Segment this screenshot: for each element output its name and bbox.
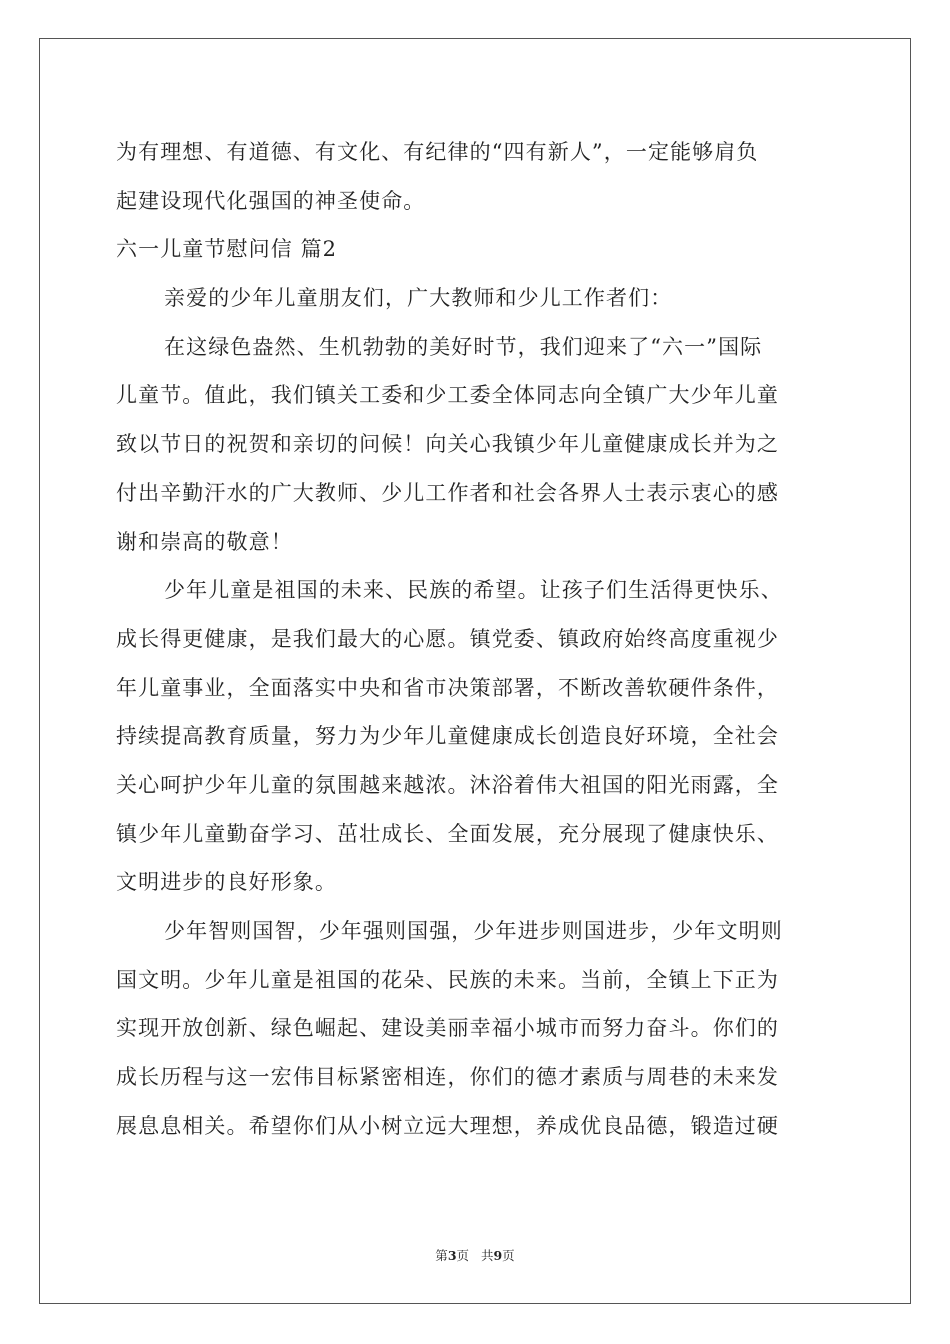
text-line: 持续提高教育质量，努力为少年儿童健康成长创造良好环境，全社会 xyxy=(116,724,779,749)
text-line: 展息息相关。希望你们从小树立远大理想，养成优良品德，锻造过硬 xyxy=(116,1113,779,1138)
text-line: 谢和崇高的敬意！ xyxy=(116,529,293,554)
text-line: 付出辛勤汗水的广大教师、少儿工作者和社会各界人士表示衷心的感 xyxy=(116,480,779,505)
text-line: 关心呵护少年儿童的氛围越来越浓。沐浴着伟大祖国的阳光雨露，全 xyxy=(116,772,779,797)
text-line: 成长得更健康，是我们最大的心愿。镇党委、镇政府始终高度重视少 xyxy=(116,626,779,651)
text-line: 年儿童事业，全面落实中央和省市决策部署，不断改善软硬件条件， xyxy=(116,675,779,700)
page-suffix: 页 xyxy=(456,1248,470,1263)
text-line: 儿童节。值此，我们镇关工委和少工委全体同志向全镇广大少年儿童 xyxy=(116,383,779,408)
page-prefix: 第 xyxy=(435,1248,448,1263)
text-line: 少年儿童是祖国的未来、民族的希望。让孩子们生活得更快乐、 xyxy=(164,578,783,603)
page-total: 9 xyxy=(493,1248,503,1263)
text-line: 少年智则国智，少年强则国强，少年进步则国进步，少年文明则 xyxy=(164,919,783,943)
text-line: 成长历程与这一宏伟目标紧密相连，你们的德才素质与周巷的未来发 xyxy=(116,1065,779,1090)
text-line: 为有理想、有道德、有文化、有纪律的“四有新人”，一定能够肩负 xyxy=(116,140,759,164)
text-line: 镇少年儿童勤奋学习、茁壮成长、全面发展，充分展现了健康快乐、 xyxy=(116,821,779,846)
page-footer xyxy=(0,1246,950,1264)
text-line: 在这绿色盎然、生机勃勃的美好时节，我们迎来了“六一”国际 xyxy=(164,334,763,359)
total-prefix: 共 xyxy=(480,1248,494,1263)
section-heading: 六一儿童节慰问信 篇2 xyxy=(116,237,338,262)
text-line: 文明进步的良好形象。 xyxy=(116,870,337,895)
text-line: 实现开放创新、绿色崛起、建设美丽幸福小城市而努力奋斗。你们的 xyxy=(116,1016,779,1041)
page-current: 3 xyxy=(447,1248,457,1263)
document-body xyxy=(116,128,832,1150)
text-line: 致以节日的祝贺和亲切的问候！向关心我镇少年儿童健康成长并为之 xyxy=(116,432,779,457)
text-line: 国文明。少年儿童是祖国的花朵、民族的未来。当前，全镇上下正为 xyxy=(116,967,779,992)
total-suffix: 页 xyxy=(502,1248,515,1263)
text-line: 起建设现代化强国的神圣使命。 xyxy=(116,188,426,213)
salutation: 亲爱的少年儿童朋友们，广大教师和少儿工作者们： xyxy=(164,286,673,311)
